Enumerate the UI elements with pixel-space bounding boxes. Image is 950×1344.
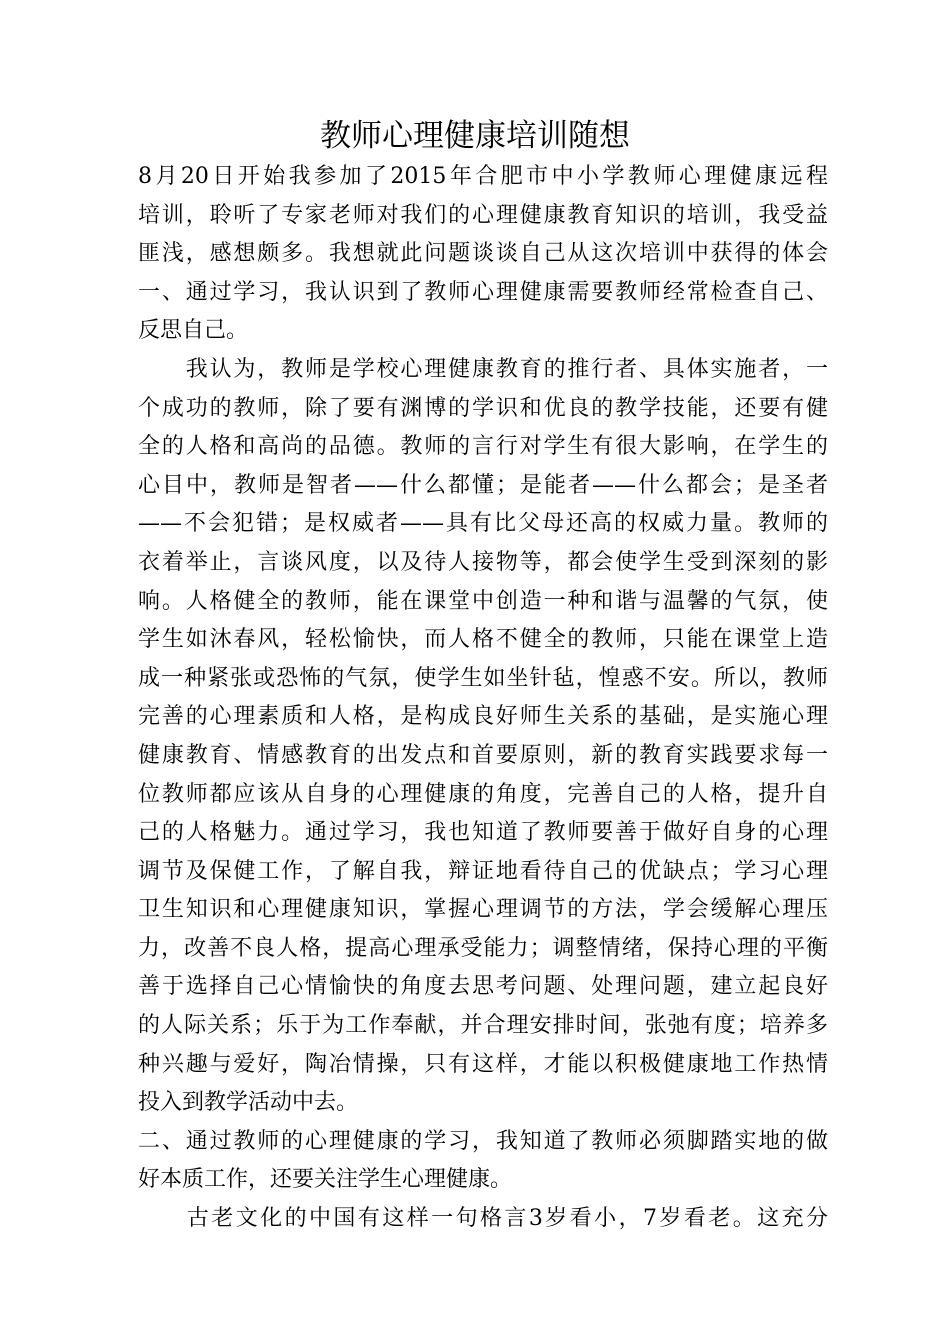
text-line: 衣着举止，言谈风度，以及待人接物等，都会使学生受到深刻的影	[138, 549, 828, 575]
text-line: ——不会犯错；是权威者——具有比父母还高的权威力量。教师的	[138, 511, 828, 537]
text-line: 完善的心理素质和人格，是构成良好师生关系的基础，是实施心理	[138, 704, 828, 730]
text-line: 一、通过学习，我认识到了教师心理健康需要教师经常检查自己、	[138, 279, 828, 305]
text-line: 古老文化的中国有这样一句格言3岁看小，7岁看老。这充分	[138, 1206, 828, 1232]
text-line: 反思自己。	[138, 318, 249, 344]
text-line: 善于选择自己心情愉快的角度去思考问题、处理问题，建立起良好	[138, 974, 828, 1000]
text-line: 投入到教学活动中去。	[138, 1090, 359, 1116]
text-line: 我认为，教师是学校心理健康教育的推行者、具体实施者，一	[138, 356, 828, 382]
text-line: 响。人格健全的教师，能在课堂中创造一种和谐与温馨的气氛，使	[138, 588, 828, 614]
text-line: 成一种紧张或恐怖的气氛，使学生如坐针毡，惶惑不安。所以，教师	[138, 665, 828, 691]
text-line: 调节及保健工作，了解自我，辩证地看待自己的优缺点；学习心理	[138, 858, 828, 884]
text-line: 力，改善不良人格，提高心理承受能力；调整情绪，保持心理的平衡	[138, 935, 828, 961]
text-line: 己的人格魅力。通过学习，我也知道了教师要善于做好自身的心理	[138, 820, 828, 846]
text-line: 全的人格和高尚的品德。教师的言行对学生有很大影响，在学生的	[138, 434, 828, 460]
document-body	[138, 158, 828, 1239]
text-line: 好本质工作，还要关注学生心理健康。	[138, 1167, 513, 1193]
document-title: 教师心理健康培训随想	[320, 118, 630, 154]
text-line: 的人际关系；乐于为工作奉献，并合理安排时间，张弛有度；培养多	[138, 1013, 828, 1039]
text-line: 卫生知识和心理健康知识，掌握心理调节的方法，学会缓解心理压	[138, 897, 828, 923]
text-line: 匪浅，感想颇多。我想就此问题谈谈自己从这次培训中获得的体会	[138, 241, 828, 267]
text-line: 学生如沐春风，轻松愉快，而人格不健全的教师，只能在课堂上造	[138, 627, 828, 653]
text-line: 种兴趣与爱好，陶冶情操，只有这样，才能以积极健康地工作热情	[138, 1051, 828, 1077]
text-line: 健康教育、情感教育的出发点和首要原则，新的教育实践要求每一	[138, 742, 828, 768]
text-line: 心目中，教师是智者——什么都懂；是能者——什么都会；是圣者	[138, 472, 828, 498]
text-line: 二、通过教师的心理健康的学习，我知道了教师必须脚踏实地的做	[138, 1128, 828, 1154]
text-line: 位教师都应该从自身的心理健康的角度，完善自己的人格，提升自	[138, 781, 828, 807]
text-line: 个成功的教师，除了要有渊博的学识和优良的教学技能，还要有健	[138, 395, 828, 421]
text-line: 8月20日开始我参加了2015年合肥市中小学教师心理健康远程	[138, 164, 828, 189]
text-line: 培训，聆听了专家老师对我们的心理健康教育知识的培训，我受益	[138, 202, 828, 228]
